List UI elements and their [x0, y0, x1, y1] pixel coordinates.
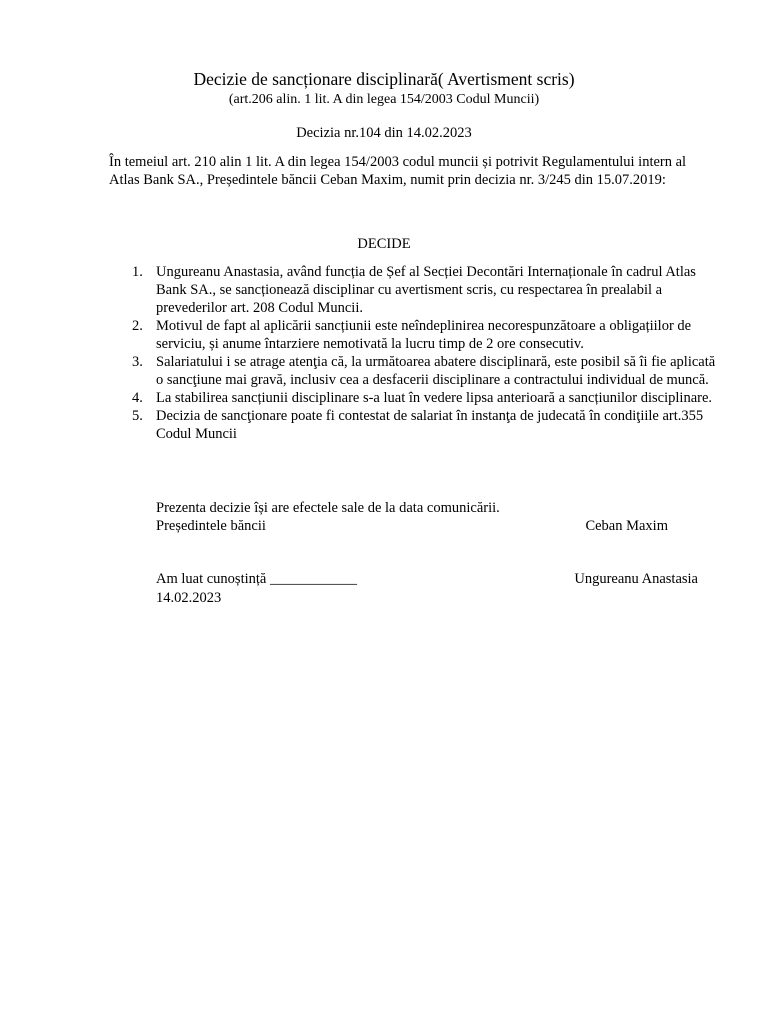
- closing-statement: Prezenta decizie își are efectele sale de la data comunicării.: [156, 500, 500, 516]
- list-item: [125, 353, 725, 389]
- list-item-text: La stabilirea sancțiunii disciplinare s-a luat în vedere lipsa anterioară a sancțiunilor disciplinare.: [156, 390, 713, 406]
- decide-heading: DECIDE: [357, 236, 411, 252]
- acknowledgement-date: 14.02.2023: [156, 590, 222, 606]
- preamble-paragraph: În temeiul art. 210 alin 1 lit. A din legea 154/2003 codul muncii și potrivit Regulamentului intern al Atlas Bank SA., Președintele băncii Ceban Maxim, numit prin decizia nr. 3/245 din 15.07.2019:: [109, 154, 687, 188]
- signatory-role: Președintele băncii: [156, 518, 266, 534]
- list-item-text: Motivul de fapt al aplicării sancțiunii este neîndeplinirea necorespunzătoare a obligațiilor de serviciu, și anume întarziere nemotivată la lucru timp de 2 ore consecutiv.: [156, 318, 692, 352]
- list-item-text: Decizia de sancţionare poate fi contestat de salariat în instanţa de judecată în condiţiile art.355 Codul Muncii: [156, 408, 704, 442]
- list-item: [125, 263, 725, 317]
- list-item-number: 2.: [132, 318, 143, 334]
- acknowledgement-row: [156, 570, 698, 588]
- document-title: Decizie de sancționare disciplinară( Avertisment scris): [193, 69, 575, 89]
- list-item-number: 4.: [132, 390, 143, 406]
- list-item: [125, 407, 725, 443]
- decision-items-list: [125, 263, 725, 443]
- list-item: [125, 317, 725, 353]
- acknowledgement-label: Am luat cunoștință ____________: [156, 571, 357, 587]
- signature-row: [156, 517, 668, 535]
- employee-name: Ungureanu Anastasia: [574, 571, 698, 587]
- list-item-number: 1.: [132, 264, 143, 280]
- signatory-name: Ceban Maxim: [585, 518, 668, 534]
- list-item-number: 3.: [132, 354, 143, 370]
- list-item-text: Ungureanu Anastasia, având funcția de Șef al Secției Decontări Internaționale în cadrul Atlas Bank SA., se sancționează disciplinar cu avertisment scris, cu respectarea în prealabil a prevederilor art. 208 Codul Muncii.: [156, 264, 696, 316]
- list-item-number: 5.: [132, 408, 143, 424]
- list-item-text: Salariatului i se atrage atenţia că, la următoarea abatere disciplinară, este posibil să îi fie aplicată o sancţiune mai gravă, inclusiv cea a desfacerii disciplinare a contractului individual de muncă.: [156, 354, 716, 388]
- document-subtitle: (art.206 alin. 1 lit. A din legea 154/2003 Codul Muncii): [228, 92, 540, 107]
- list-item: [125, 389, 725, 407]
- decision-number: Decizia nr.104 din 14.02.2023: [296, 125, 472, 141]
